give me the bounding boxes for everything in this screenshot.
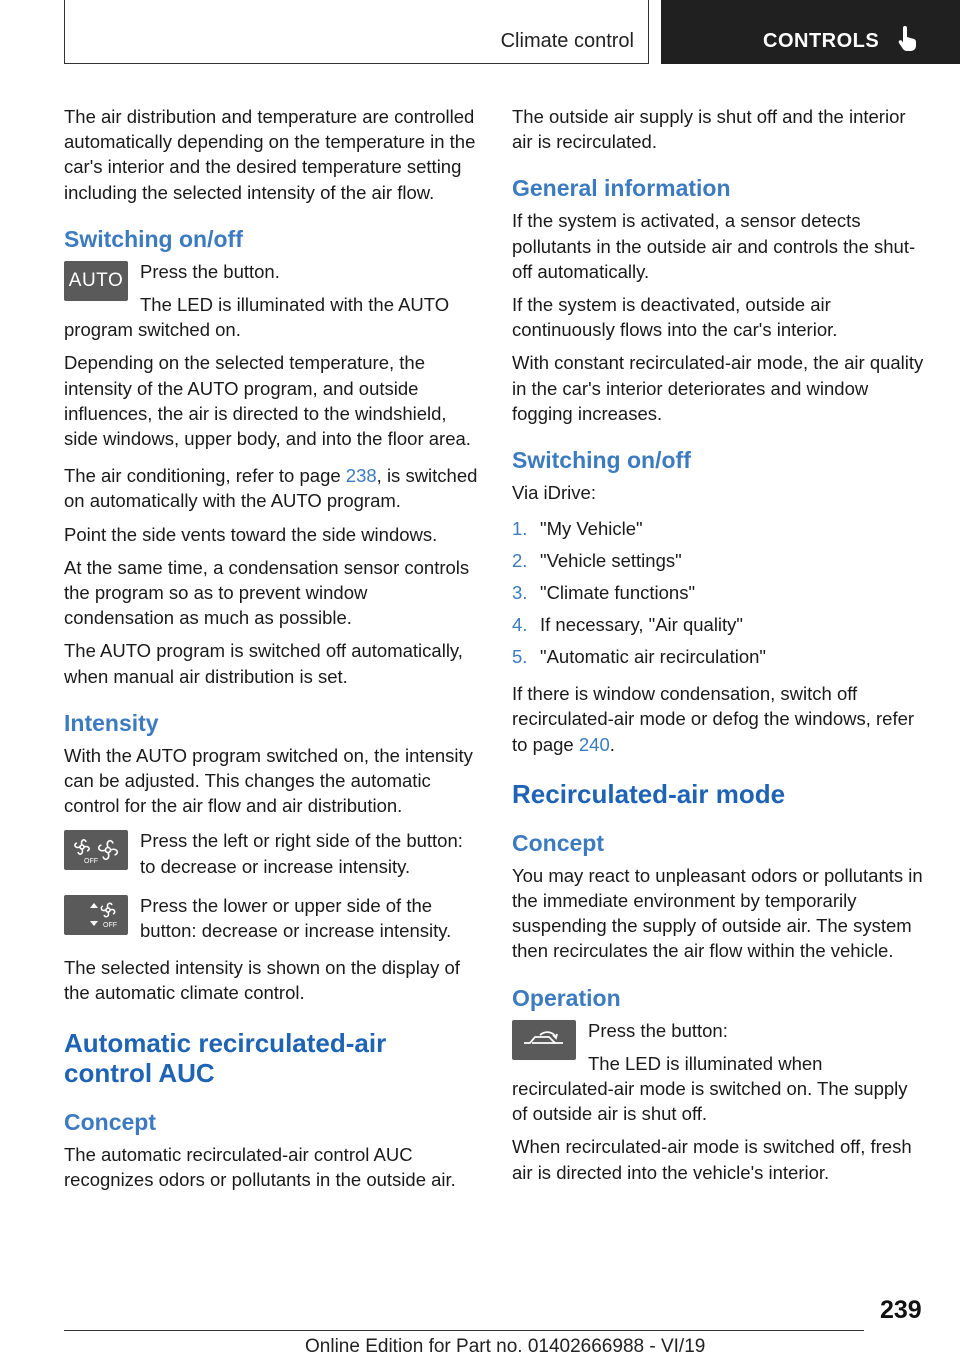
general-heading: General information: [512, 175, 731, 202]
footer-divider: [64, 1330, 864, 1331]
via-idrive-text: Via iDrive:: [512, 482, 596, 504]
auto-button-image: AUTO: [64, 261, 128, 301]
pointing-hand-icon: [897, 26, 919, 52]
recirc-button-image: [512, 1020, 576, 1060]
list-item: 2. "Vehicle settings": [512, 550, 682, 572]
header-section-box: [661, 0, 960, 64]
left-concept-text: The automatic recirculated-air control AUC recognizes odors or pollutants in the outside air.: [64, 1143, 456, 1190]
page-number: 239: [880, 1296, 922, 1324]
fan-updown-off-label: OFF: [103, 921, 117, 929]
auto-off-text: The AUTO program is switched off automatically, when manual air distribution is set.: [64, 640, 463, 687]
right-led-text: The LED is illuminated when recirculated-air mode is switched on. The supply of outside air is shut off.: [512, 1052, 908, 1125]
operation-heading: Operation: [512, 984, 621, 1011]
right-column: [512, 104, 927, 1193]
header-title: Climate control: [500, 30, 634, 52]
fan-up-down-button-image: [64, 895, 128, 935]
recirc-button-row: [512, 1018, 927, 1127]
led-text: The LED is illuminated with the AUTO program switched on.: [64, 294, 450, 341]
page-link-238[interactable]: 238: [345, 465, 377, 487]
condensation-paragraph: [512, 681, 927, 757]
header-section: CONTROLS: [763, 30, 880, 52]
left-concept-heading: Concept: [64, 1108, 156, 1135]
header-title-box: [64, 0, 649, 64]
condensation-text-pre: If there is window condensation, switch off recirculated-air mode or defog the windows, refer to page: [512, 683, 915, 755]
list-item: 4. If necessary, "Air quality": [512, 614, 744, 636]
page-link-240[interactable]: 240: [578, 733, 610, 755]
fan-ud-row: [64, 893, 479, 943]
switching-heading: Switching on/off: [64, 225, 243, 252]
fan-left-right-button-image: [64, 830, 128, 870]
depending-text: Depending on the selected temperature, the intensity of the AUTO program, and outside influences, the air is directed to the windshield, side windows, upper body, and into the floor area.: [64, 352, 471, 450]
fan-lr-row: [64, 828, 479, 878]
intensity-heading: Intensity: [64, 709, 159, 736]
idrive-steps: [512, 513, 927, 673]
right-switching-heading: Switching on/off: [512, 447, 691, 474]
general-text-3: With constant recirculated-air mode, the air quality in the car's interior deteriorates and window fogging increases.: [512, 352, 924, 424]
ac-text-post: , is switched on automatically with the AUTO program.: [64, 465, 478, 512]
press-left-right-text: Press the left or right side of the button: to decrease or increase intensity.: [140, 830, 463, 877]
ac-text-pre: The air conditioning, refer to page: [64, 465, 346, 487]
right-concept-text: You may react to unpleasant odors or pollutants in the immediate environment by temporarily suspending the supply of outside air. The system then recirculates the air flow within the vehicle.: [512, 864, 923, 962]
footer-edition: Online Edition for Part no. 01402666988 - VI/19: [305, 1336, 706, 1357]
list-item: 5. "Automatic air recirculation": [512, 646, 766, 668]
press-button-text: Press the button.: [140, 260, 280, 282]
recirculation-car-icon: [518, 1026, 570, 1054]
right-press-button-text: Press the button:: [588, 1019, 728, 1041]
recirc-heading: Recirculated-air mode: [512, 778, 786, 809]
fan-updown-icon: [68, 898, 124, 932]
general-text-1: If the system is activated, a sensor detects pollutants in the outside air and controls the shut-off automatically.: [512, 210, 916, 282]
auto-button-row: [64, 259, 479, 343]
list-item: 3. "Climate functions": [512, 582, 696, 604]
ac-paragraph: [64, 463, 479, 513]
intro-paragraph: The air distribution and temperature are controlled automatically depending on the temperature in the car's interior and the desired temperature setting including the selected intensity of the air flow.: [64, 106, 476, 203]
sensor-text: At the same time, a condensation sensor controls the program so as to prevent window condensation as much as possible.: [64, 556, 470, 629]
right-concept-heading: Concept: [512, 829, 604, 856]
fan-icon: [68, 833, 124, 867]
left-column: [64, 104, 479, 1200]
press-up-down-text: Press the lower or upper side of the button: decrease or increase intensity.: [140, 894, 452, 942]
auc-heading: Automatic recirculated-air control AUC: [64, 1027, 387, 1088]
general-text-2: If the system is deactivated, outside air continuously flows into the car's interior.: [512, 294, 838, 341]
outside-text: The outside air supply is shut off and the interior air is recirculated.: [512, 106, 906, 153]
condensation-text-post: .: [609, 733, 615, 755]
point-text: Point the side vents toward the side windows.: [64, 523, 438, 545]
fan-off-label: OFF: [84, 858, 98, 866]
intensity-text: With the AUTO program switched on, the intensity can be adjusted. This changes the automatic control for the air flow and air distribution.: [64, 744, 473, 817]
recirc-off-text: When recirculated-air mode is switched off, fresh air is directed into the vehicle's interior.: [512, 1136, 912, 1183]
list-item: 1. "My Vehicle": [512, 518, 643, 540]
selected-intensity-text: The selected intensity is shown on the display of the automatic climate control.: [64, 957, 460, 1004]
